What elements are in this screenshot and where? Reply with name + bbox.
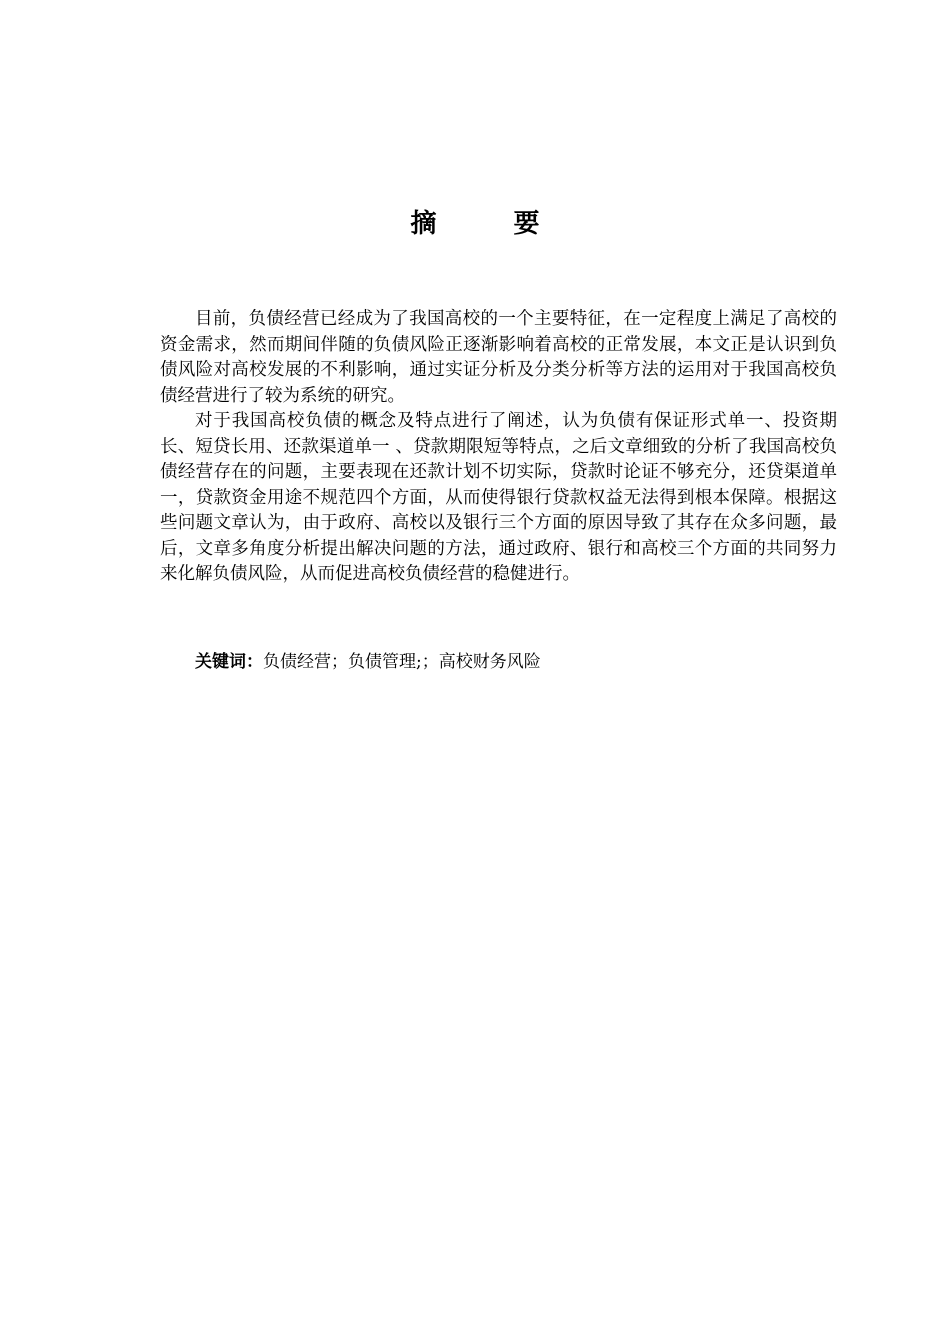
keywords-label: 关键词：	[195, 652, 263, 672]
abstract-paragraph-2: 对于我国高校负债的概念及特点进行了阐述，认为负债有保证形式单一、投资期长、短贷长用、还款渠道单一 、贷款期限短等特点，之后文章细致的分析了我国高校负债经营存在的问题，主要表现在还款计划不切实际，贷款时论证不够充分，还贷渠道单一，贷款资金用途不规范四个方面，从而使得银行贷款权益无法得到根本保障。根据这些问题文章认为，由于政府、高校以及银行三个方面的原因导致了其存在众多问题，最后，文章多角度分析提出解决问题的方法，通过政府、银行和高校三个方面的共同努力来化解负债风险，从而促进高校负债经营的稳健进行。	[160, 411, 837, 584]
abstract-paragraph-1: 目前，负债经营已经成为了我国高校的一个主要特征，在一定程度上满足了高校的资金需求，然而期间伴随的负债风险正逐渐影响着高校的正常发展，本文正是认识到负债风险对高校发展的不利影响，通过实证分析及分类分析等方法的运用对于我国高校负债经营进行了较为系统的研究。	[160, 309, 837, 406]
abstract-title: 摘 要	[410, 209, 574, 239]
abstract-body	[160, 307, 837, 588]
keywords-line	[195, 650, 835, 675]
keywords-value: 负债经营；负债管理;；高校财务风险	[263, 652, 541, 672]
